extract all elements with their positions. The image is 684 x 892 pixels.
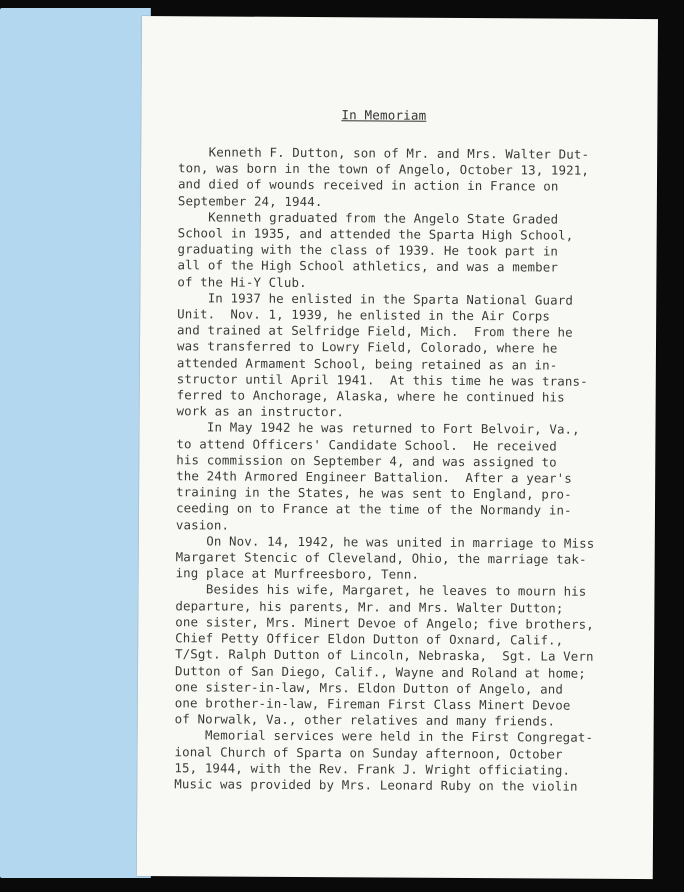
text-line: his commission on September 4, and was assigned to [176, 452, 557, 470]
text-line: and died of wounds received in action in France on [177, 176, 559, 194]
text-line: the 24th Armored Engineer Battalion. After a year's [176, 468, 572, 486]
text-line: Music was provided by Mrs. Leonard Ruby on the violin [174, 776, 578, 794]
text-line: ing place at Murfreesboro, Tenn. [175, 565, 420, 582]
text-line: Memorial services were held in the First Congregat- [174, 727, 594, 746]
text-line: ferred to Anchorage, Alaska, where he continued his [176, 387, 565, 405]
text-line: School in 1935, and attended the Sparta High School, [177, 225, 574, 243]
text-line: Unit. Nov. 1, 1939, he enlisted in the Air Corps [177, 306, 551, 324]
text-line: departure, his parents, Mr. and Mrs. Walter Dutton; [175, 597, 564, 616]
text-line: of the Hi-Y Club. [177, 273, 307, 290]
text-line: training in the States, he was sent to England, pro- [176, 484, 572, 502]
text-line: Besides his wife, Margaret, he leaves to mourn his [175, 581, 587, 600]
text-line: to attend Officers' Candidate School. He received [176, 435, 557, 454]
text-line: Margaret Stencic of Cleveland, Ohio, the marriage tak- [175, 549, 587, 567]
text-line: vasion. [175, 516, 230, 533]
text-line: graduating with the class of 1939. He took part in [177, 241, 559, 259]
text-line: Kenneth F. Dutton, son of Mr. and Mrs. Walter Dut- [178, 144, 590, 162]
text-line: one sister-in-law, Mrs. Eldon Dutton of Angelo, and [174, 678, 564, 697]
text-line: Kenneth graduated from the Angelo State Graded [177, 209, 559, 227]
text-line: Dutton of San Diego, Calif., Wayne and Roland at home; [174, 662, 586, 681]
text-line: On Nov. 14, 1942, he was united in marriage to Miss [175, 533, 595, 551]
text-line: work as an instructor. [176, 403, 345, 420]
text-line: structor until April 1941. At this time he was trans- [176, 371, 588, 389]
document-page [137, 16, 658, 879]
memorial-body-text [174, 144, 648, 795]
text-line: attended Armament School, being retained as an in- [176, 354, 558, 373]
blue-cover [0, 8, 151, 878]
text-line: and trained at Selfridge Field, Mich. From there he [177, 322, 573, 340]
text-line: ional Church of Sparta on Sunday afternoon, October [174, 743, 563, 762]
text-line: all of the High School athletics, and was a member [177, 257, 559, 275]
text-line: of Norwalk, Va., other relatives and many friends. [174, 711, 556, 729]
text-line: was transferred to Lowry Field, Colorado, where he [176, 338, 558, 356]
text-line: Chief Petty Officer Eldon Dutton of Oxnard, Calif., [175, 630, 564, 648]
text-line: one sister, Mrs. Minert Devoe of Angelo; five brothers, [175, 614, 594, 632]
text-line: In May 1942 he was returned to Fort Belvoir, Va., [176, 419, 580, 438]
text-line: September 24, 1944. [177, 192, 323, 209]
text-line: 15, 1944, with the Rev. Frank J. Wright officiating. [174, 759, 571, 778]
text-line: T/Sgt. Ralph Dutton of Lincoln, Nebraska, Sgt. La Vern [175, 646, 594, 665]
text-line: ton, was born in the town of Angelo, October 13, 1921, [178, 160, 590, 178]
text-line: In 1937 he enlisted in the Sparta National Guard [177, 290, 574, 308]
text-line: ceeding on to France at the time of the Normandy in- [175, 500, 572, 519]
page-title: In Memoriam [341, 107, 427, 123]
text-line: one brother-in-law, Fireman First Class Minert Devoe [174, 695, 571, 713]
